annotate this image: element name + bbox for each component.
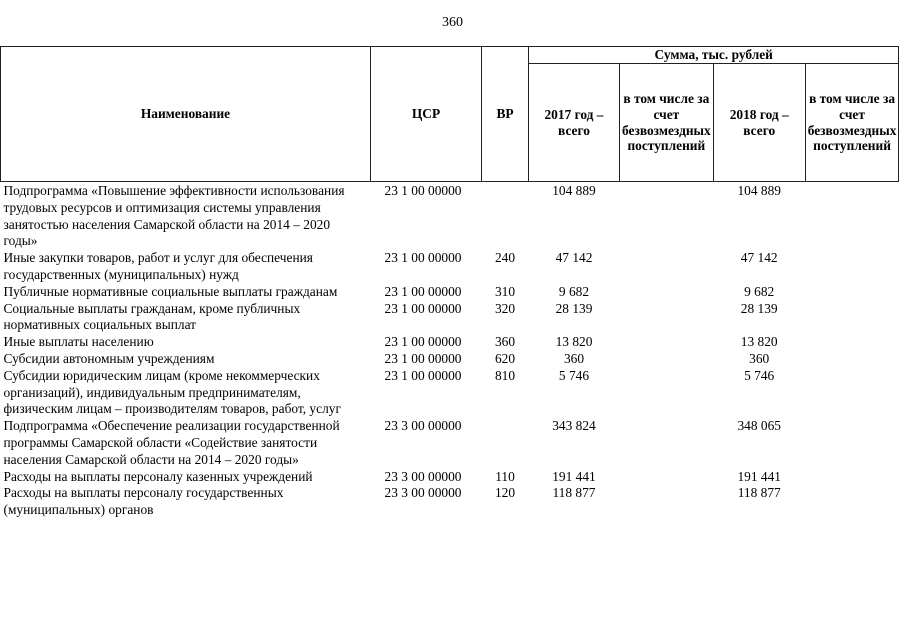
row-2017-total: 343 824 — [552, 418, 596, 434]
row-name: Публичные нормативные социальные выплаты гражданам — [3, 283, 338, 299]
table-row — [1, 284, 899, 301]
row-name: Подпрограмма «Повышение эффективности использования трудовых ресурсов и оптимизация системы управления занятостью населения Самарской области на 2014 – 2020 годы» — [3, 183, 345, 249]
row-2018-total: 28 139 — [740, 300, 778, 316]
row-2017-free — [620, 351, 714, 368]
row-name: Расходы на выплаты персоналу казенных учреждений — [3, 468, 313, 484]
row-2017-total: 5 746 — [558, 367, 590, 383]
row-2017-total: 13 820 — [555, 334, 593, 350]
table-row — [1, 250, 899, 284]
row-2018-total: 360 — [749, 350, 770, 366]
row-name: Иные выплаты населению — [3, 334, 154, 350]
row-name: Социальные выплаты гражданам, кроме публичных нормативных социальных выплат — [3, 300, 301, 333]
header-2017-free: в том числе за счет безвозмездных поступлений — [620, 64, 714, 182]
row-vr: 360 — [494, 334, 516, 350]
row-2018-free — [805, 418, 899, 468]
row-vr: 320 — [494, 300, 516, 316]
row-vr: 240 — [494, 250, 516, 266]
row-csr: 23 1 00 00000 — [384, 300, 462, 316]
row-csr: 23 3 00 00000 — [384, 418, 462, 434]
row-2018-free — [805, 351, 899, 368]
row-2018-free — [805, 284, 899, 301]
row-2017-free — [620, 334, 714, 351]
row-2018-total: 348 065 — [737, 418, 781, 434]
header-sum-group: Сумма, тыс. рублей — [529, 47, 899, 64]
row-name: Расходы на выплаты персоналу государственных (муниципальных) органов — [3, 485, 284, 518]
row-2017-total: 47 142 — [555, 250, 593, 266]
table-row — [1, 418, 899, 468]
row-csr: 23 1 00 00000 — [384, 183, 462, 198]
header-2018-total: 2018 год – всего — [713, 64, 805, 182]
row-name: Иные закупки товаров, работ и услуг для обеспечения государственных (муниципальных) нужд — [3, 250, 313, 282]
table-row — [1, 351, 899, 368]
header-name: Наименование — [1, 47, 371, 182]
row-name: Субсидии юридическим лицам (кроме некоммерческих организаций), индивидуальным предпринимателям, физическим лицам – производителям товаров, работ, услуг — [3, 367, 341, 417]
row-2017-free — [620, 418, 714, 468]
row-2018-total: 191 441 — [737, 468, 781, 484]
row-2018-free — [805, 250, 899, 284]
row-csr: 23 1 00 00000 — [384, 283, 462, 299]
row-csr: 23 1 00 00000 — [384, 334, 462, 350]
row-2017-free — [620, 182, 714, 251]
budget-table — [0, 46, 899, 519]
row-vr: 110 — [495, 468, 515, 484]
table-row — [1, 334, 899, 351]
page-number: 360 — [442, 15, 463, 30]
row-2017-total: 191 441 — [552, 468, 596, 484]
row-2017-free — [620, 250, 714, 284]
row-2017-total: 360 — [563, 350, 585, 366]
row-2017-total: 104 889 — [552, 183, 596, 198]
row-2018-free — [805, 182, 899, 251]
row-2018-total: 9 682 — [744, 283, 775, 299]
table-row — [1, 368, 899, 418]
header-vr: ВР — [482, 47, 529, 182]
row-2017-free — [620, 485, 714, 519]
table-body — [1, 182, 899, 519]
table-row — [1, 301, 899, 335]
row-name: Подпрограмма «Обеспечение реализации государственной программы Самарской области «Содействие занятости населения Самарской области на 2014 – 2020 годы» — [3, 418, 340, 467]
row-vr — [482, 182, 529, 251]
row-csr: 23 1 00 00000 — [384, 250, 462, 266]
header-2018-free: в том числе за счет безвозмездных поступлений — [805, 64, 899, 182]
row-2018-total: 104 889 — [737, 183, 781, 198]
row-2018-total: 5 746 — [744, 367, 775, 383]
row-csr: 23 1 00 00000 — [384, 367, 462, 383]
row-csr: 23 1 00 00000 — [384, 350, 462, 366]
row-2017-free — [620, 469, 714, 486]
row-2018-free — [805, 301, 899, 335]
row-2018-free — [805, 485, 899, 519]
header-2017-total: 2017 год – всего — [529, 64, 620, 182]
row-2018-total: 47 142 — [740, 250, 778, 266]
row-vr: 120 — [494, 485, 516, 501]
table-row — [1, 485, 899, 519]
row-2018-free — [805, 469, 899, 486]
row-2018-total: 13 820 — [740, 334, 778, 350]
row-2017-total: 118 877 — [552, 485, 596, 501]
row-2017-total: 28 139 — [555, 300, 593, 316]
row-2018-free — [805, 368, 899, 418]
row-2017-free — [620, 301, 714, 335]
row-vr: 810 — [494, 367, 516, 383]
row-2017-free — [620, 284, 714, 301]
table-row — [1, 182, 899, 251]
row-csr: 23 3 00 00000 — [384, 485, 462, 501]
table-row — [1, 469, 899, 486]
row-2018-free — [805, 334, 899, 351]
header-csr: ЦСР — [371, 47, 482, 182]
row-vr — [482, 418, 529, 468]
row-2018-total: 118 877 — [737, 485, 781, 501]
row-2017-free — [620, 368, 714, 418]
row-2017-total: 9 682 — [558, 283, 590, 299]
row-vr: 310 — [494, 283, 516, 299]
row-vr: 620 — [494, 350, 516, 366]
row-name: Субсидии автономным учреждениям — [3, 350, 215, 366]
row-csr: 23 3 00 00000 — [384, 468, 462, 484]
